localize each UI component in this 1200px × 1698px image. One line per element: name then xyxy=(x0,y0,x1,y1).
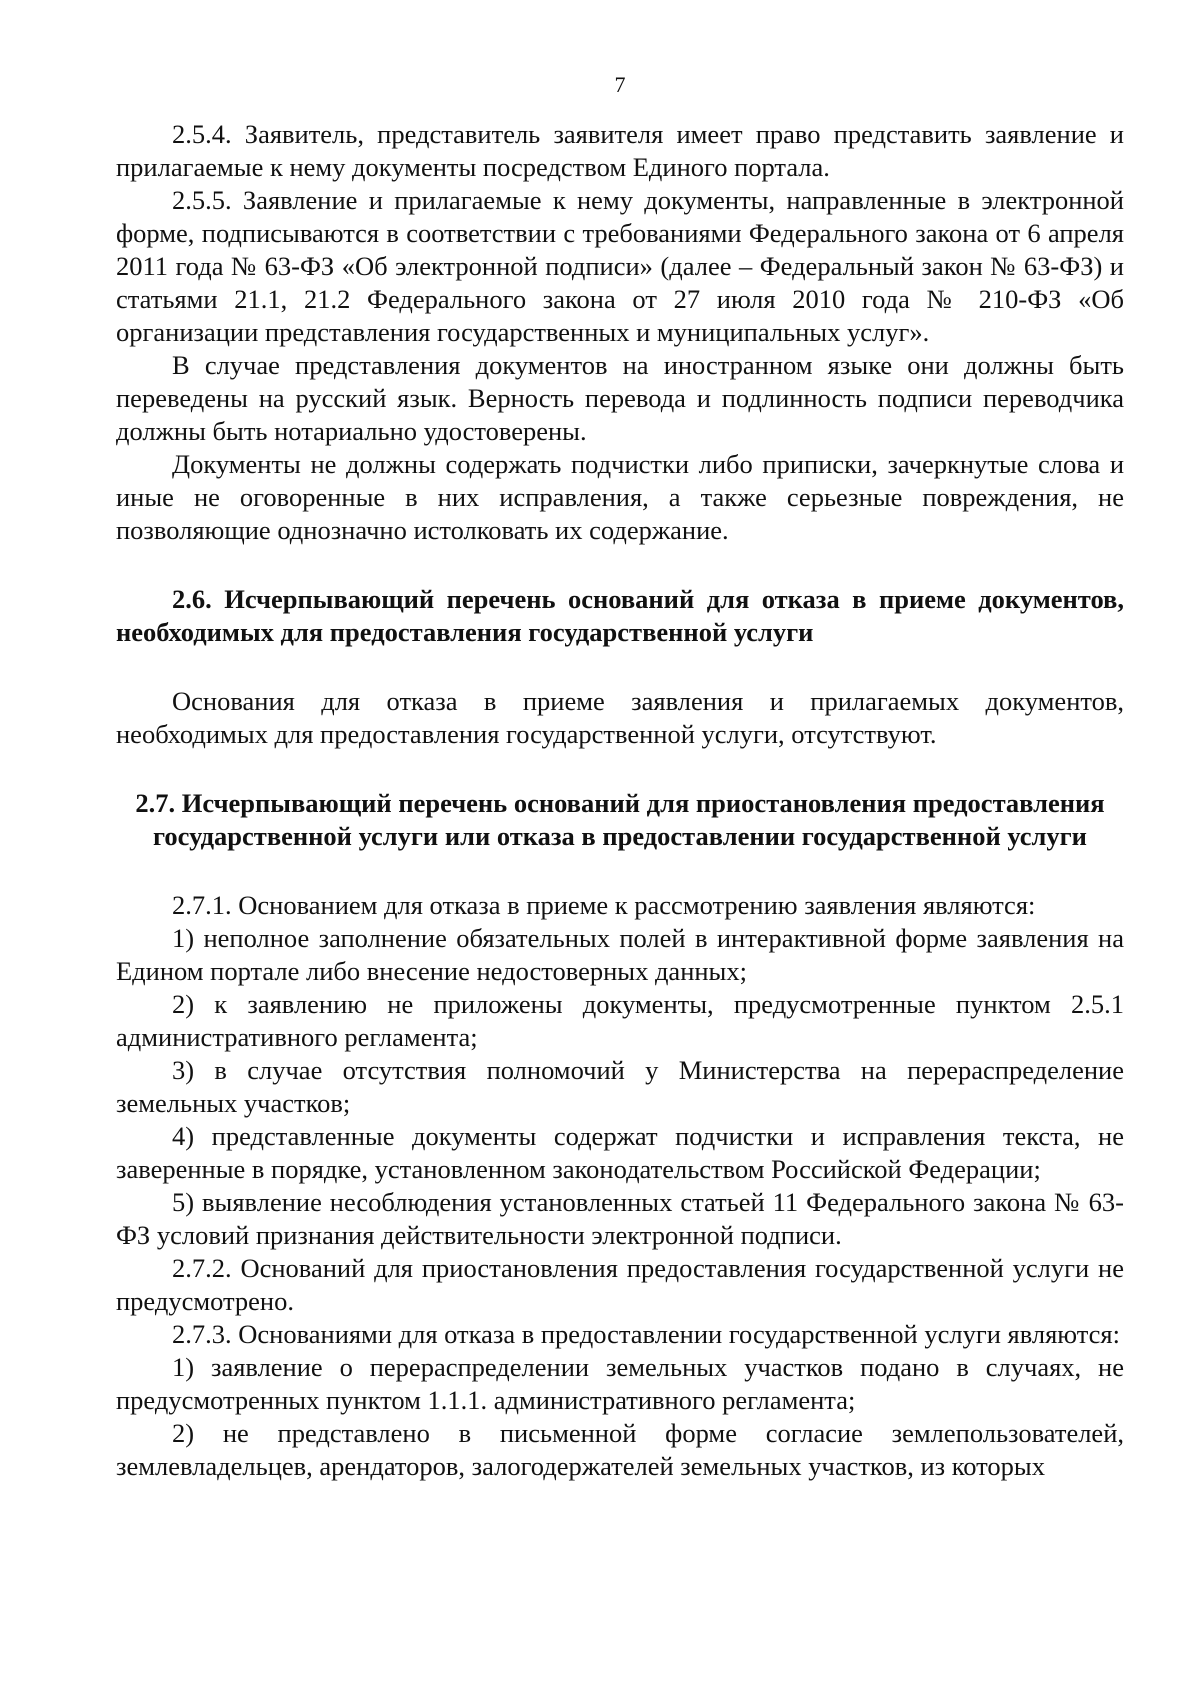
list-item-2-7-1-2: 2) к заявлению не приложены документы, предусмотренные пунктом 2.5.1 административного регламента; xyxy=(116,989,1124,1052)
list-item-2-7-1-5: 5) выявление несоблюдения установленных статьей 11 Федерального закона № 63-ФЗ условий признания действительности электронной подписи. xyxy=(116,1187,1124,1250)
list-item-2-7-1-3: 3) в случае отсутствия полномочий у Министерства на перераспределение земельных участков; xyxy=(116,1055,1124,1118)
document-page xyxy=(116,72,1124,1483)
paragraph-foreign-language: В случае представления документов на иностранном языке они должны быть переведены на русский язык. Верность перевода и подлинность подписи переводчика должны быть нотариально удостоверены. xyxy=(116,350,1124,446)
section-heading-2-6: 2.6. Исчерпывающий перечень оснований для отказа в приеме документов, необходимых для предоставления государственной услуги xyxy=(116,584,1124,647)
section-heading-2-7: 2.7. Исчерпывающий перечень оснований для приостановления предоставления государственной услуги или отказа в предоставлении государственной услуги xyxy=(135,788,1105,851)
paragraph-2-6: Основания для отказа в приеме заявления и прилагаемых документов, необходимых для предоставления государственной услуги, отсутствуют. xyxy=(116,686,1124,749)
page-number: 7 xyxy=(614,72,626,97)
paragraph-2-7-3: 2.7.3. Основаниями для отказа в предоставлении государственной услуги являются: xyxy=(172,1319,1120,1349)
paragraph-2-5-4: 2.5.4. Заявитель, представитель заявителя имеет право представить заявление и прилагаемые к нему документы посредством Единого портала. xyxy=(116,119,1124,182)
list-item-2-7-3-1: 1) заявление о перераспределении земельных участков подано в случаях, не предусмотренных пунктом 1.1.1. административного регламента; xyxy=(116,1352,1124,1415)
paragraph-2-7-2: 2.7.2. Оснований для приостановления предоставления государственной услуги не предусмотрено. xyxy=(116,1253,1124,1316)
list-item-2-7-3-2: 2) не представлено в письменной форме согласие землепользователей, землевладельцев, арендаторов, залогодержателей земельных участков, из которых xyxy=(116,1418,1124,1481)
list-item-2-7-1-1: 1) неполное заполнение обязательных полей в интерактивной форме заявления на Едином портале либо внесение недостоверных данных; xyxy=(116,923,1124,986)
list-item-2-7-1-4: 4) представленные документы содержат подчистки и исправления текста, не заверенные в порядке, установленном законодательством Российской Федерации; xyxy=(116,1121,1124,1184)
paragraph-no-corrections: Документы не должны содержать подчистки либо приписки, зачеркнутые слова и иные не оговоренные в них исправления, а также серьезные повреждения, не позволяющие однозначно истолковать их содержание. xyxy=(116,449,1124,545)
paragraph-2-7-1: 2.7.1. Основанием для отказа в приеме к рассмотрению заявления являются: xyxy=(172,890,1036,920)
paragraph-2-5-5: 2.5.5. Заявление и прилагаемые к нему документы, направленные в электронной форме, подписываются в соответствии с требованиями Федерального закона от 6 апреля 2011 года № 63-ФЗ «Об электронной подписи» (далее – Федеральный закон № 63-ФЗ) и статьями 21.1, 21.2 Федерального закона от 27 июля 2010 года № 210-ФЗ «Об организации представления государственных и муниципальных услуг». xyxy=(116,185,1124,347)
